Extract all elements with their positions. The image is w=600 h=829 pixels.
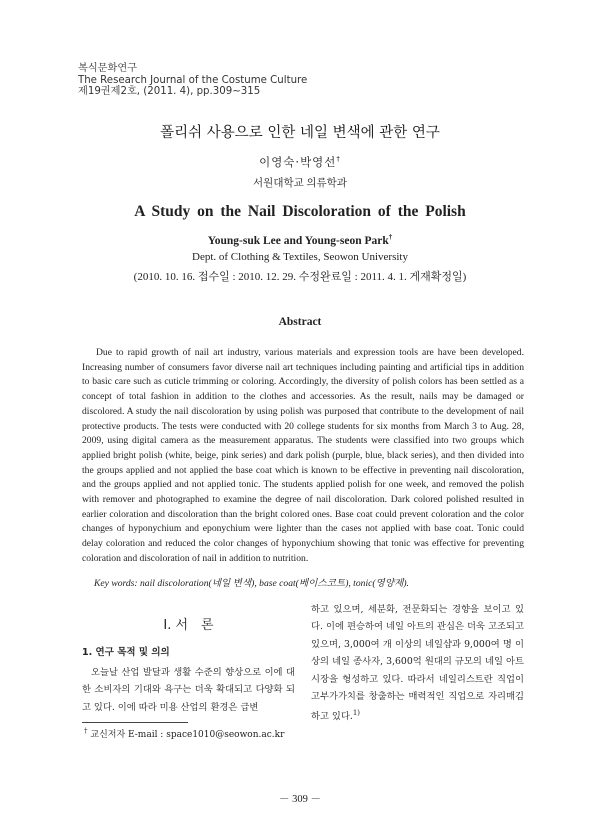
footnote-divider: [82, 722, 188, 723]
footnote-mark: †: [84, 727, 88, 735]
corresponding-author-mark: †: [336, 155, 341, 164]
keywords: Key words: nail discoloration(네일 변색), base coat(베이스코트), tonic(영양제).: [94, 578, 409, 589]
reference-marker: 1): [352, 709, 361, 718]
authors-korean-names: 이영숙·박영선: [259, 155, 337, 169]
corresponding-author-mark-en: †: [388, 233, 393, 241]
section-heading-introduction: Ⅰ. 서 론: [163, 618, 214, 633]
authors-korean: [0, 154, 600, 170]
journal-volume: 제19권제2호, (2011. 4), pp.309∼315: [78, 86, 261, 98]
authors-english: [0, 233, 600, 247]
left-column: [82, 601, 295, 716]
right-column: [311, 601, 524, 726]
title-english: A Study on the Nail Discoloration of the Polish: [134, 203, 466, 220]
authors-english-names: Young-suk Lee and Young-seon Park: [207, 234, 389, 247]
affiliation-korean: 서원대학교 의류학과: [253, 178, 347, 189]
journal-header: [78, 63, 307, 98]
subsection-heading: 1. 연구 목적 및 의의: [82, 647, 170, 659]
right-column-paragraph: [311, 601, 524, 726]
journal-name-kr: 복식문화연구: [78, 63, 138, 74]
footnote-text: 교신저자 E-mail : space1010@seowon.ac.kr: [90, 730, 285, 740]
journal-name-en: The Research Journal of the Costume Culture: [78, 74, 308, 86]
left-column-paragraph: 오늘날 산업 발달과 생활 수준의 향상으로 이에 대한 소비자의 기대와 욕구는 더욱 확대되고 다양화 되고 있다. 이에 따라 미용 산업의 환경은 급변: [82, 666, 295, 713]
submission-dates: (2010. 10. 16. 접수일 : 2010. 12. 29. 수정완료일 : 2011. 4. 1. 게재확정일): [133, 271, 467, 283]
abstract-heading: Abstract: [278, 316, 322, 328]
title-korean: 폴리쉬 사용으로 인한 네일 변색에 관한 연구: [160, 125, 440, 141]
page-number: － 309 －: [279, 794, 321, 805]
footnote: [84, 727, 284, 740]
right-column-text: 하고 있으며, 세분화, 전문화되는 경향을 보이고 있다. 이에 편승하여 네일 아트의 관심은 더욱 고조되고 있으며, 3,000여 개 이상의 네일샵과 9,000여 명 이상의 네일 종사자, 3,600억 원대의 규모의 네일 아트 시장을 형성하고 있다. 따라서 네일리스트란 직업이 고부가가치를 창출하는 매력적인 직업으로 자리매김하고 있다.: [311, 604, 524, 723]
abstract-body: Due to rapid growth of nail art industry, various materials and expression tools are have been developed. Increasing number of consumers favor diverse nail art techniques including painting and artificial tips in addition to basic care such as cuticle trimming or coloring. Accordingly, the diversity of polish colors has been settled as a concept of total fashion in addition to the clothes and accessories. As the result, nails may be damaged or discolored. A study the nail discoloration by using polish was purposed that contribute to the development of nail protective products. The tests were conducted with 20 college students for six months from March 3 to Aug. 28, 2009, using digital camera as the measurement apparatus. The students were classified into two groups which applied bright polish (white, beige, pink series) and dark polish (purple, blue, black series), and then divided into the groups applied and not applied the base coat which is known to be effective in preventing nail discoloration, and the groups applied and not applied tonic. The students applied polish for one week, and removed the polish with remover and photographed to examine the degree of nail discoloration. Dark colored polished resulted in earlier coloration and discoloration than the bright colored ones. Base coat could prevent coloration and the color changes of hyponychium and eponychium were lighter than the cases not applied with base coat. Tonic could delay coloration and reduced the color changes of hyponychium showing that tonic was effective for preventing coloration and discoloration of nail in addition to nutrition.: [82, 347, 524, 564]
department-english: Dept. of Clothing & Textiles, Seowon University: [192, 251, 408, 263]
